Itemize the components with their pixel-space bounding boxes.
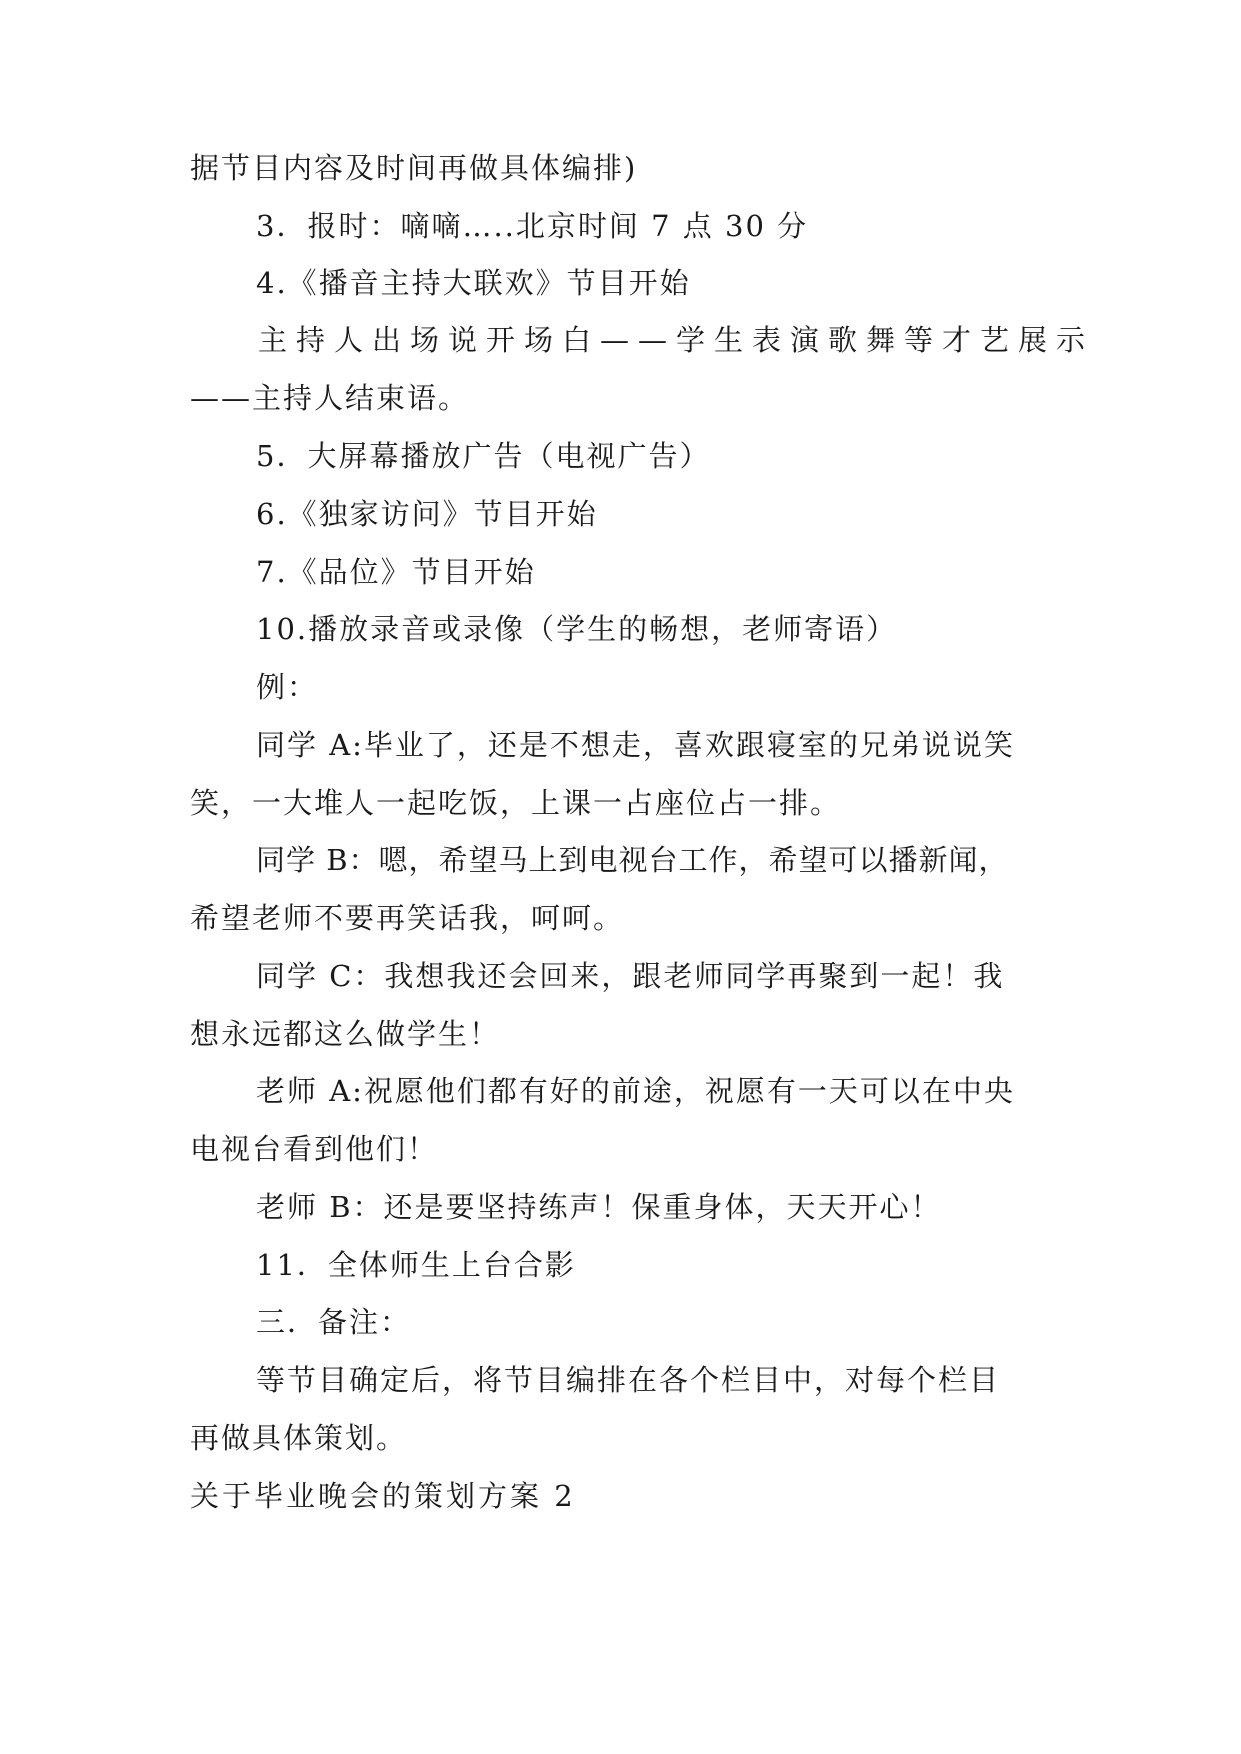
text-line-9: 10.播放录音或录像（学生的畅想，老师寄语） bbox=[256, 612, 898, 646]
text-line-15: 同学 C：我想我还会回来，跟老师同学再聚到一起！我 bbox=[256, 959, 1005, 993]
text-line-14: 希望老师不要再笑话我，呵呵。 bbox=[190, 901, 625, 935]
text-line-18: 电视台看到他们！ bbox=[190, 1132, 439, 1166]
text-line-1: 据节目内容及时间再做具体编排) bbox=[190, 151, 638, 185]
text-line-10: 例： bbox=[256, 670, 319, 704]
text-line-7: 6.《独家访问》节目开始 bbox=[256, 497, 598, 531]
text-line-3: 4.《播音主持大联欢》节目开始 bbox=[256, 266, 691, 300]
text-line-5: ——主持人结束语。 bbox=[190, 381, 470, 415]
text-line-4: 主持人出场说开场白——学生表演歌舞等才艺展示 bbox=[258, 323, 1095, 357]
text-line-13: 同学 B：嗯，希望马上到电视台工作，希望可以播新闻， bbox=[256, 843, 1009, 877]
text-line-17: 老师 A:祝愿他们都有好的前途，祝愿有一天可以在中央 bbox=[256, 1074, 1015, 1108]
section-heading: 关于毕业晚会的策划方案 2 bbox=[190, 1479, 576, 1513]
text-line-23: 再做具体策划。 bbox=[190, 1421, 408, 1455]
text-line-16: 想永远都这么做学生！ bbox=[190, 1017, 501, 1051]
text-line-22: 等节目确定后，将节目编排在各个栏目中，对每个栏目 bbox=[256, 1363, 1001, 1397]
text-line-11: 同学 A:毕业了，还是不想走，喜欢跟寝室的兄弟说说笑 bbox=[256, 728, 1015, 762]
text-line-8: 7.《品位》节目开始 bbox=[256, 555, 536, 589]
text-line-21: 三．备注： bbox=[256, 1305, 412, 1339]
text-line-20: 11．全体师生上台合影 bbox=[256, 1248, 576, 1282]
text-line-19: 老师 B：还是要坚持练声！保重身体，天天开心！ bbox=[256, 1190, 942, 1224]
text-line-2: 3．报时：嘀嘀…..北京时间 7 点 30 分 bbox=[256, 209, 809, 243]
text-line-12: 笑，一大堆人一起吃饭，上课一占座位占一排。 bbox=[190, 786, 842, 820]
text-line-6: 5．大屏幕播放广告（电视广告） bbox=[256, 439, 711, 473]
